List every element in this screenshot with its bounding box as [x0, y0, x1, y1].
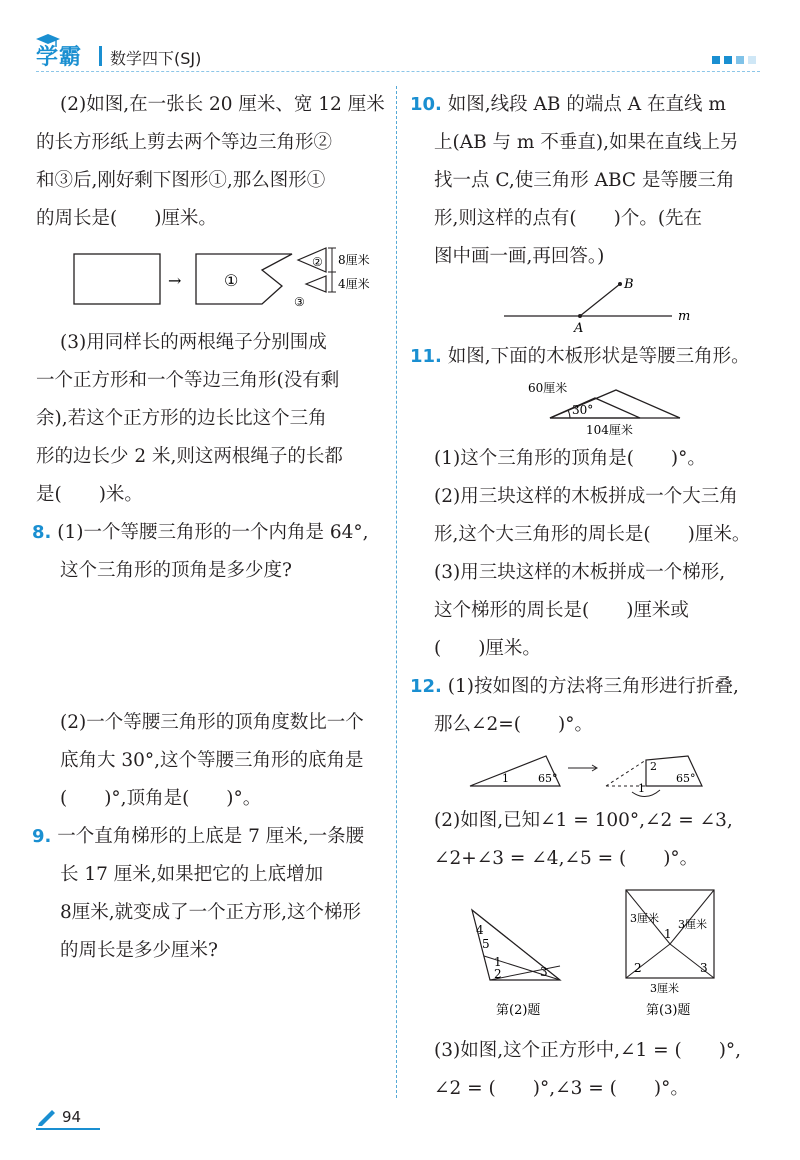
text-line: 底角大 30°,这个等腰三角形的底角是 — [60, 750, 364, 771]
figure-angles-pair — [410, 880, 760, 1030]
text-line — [410, 86, 760, 124]
text-line: 余),若这个正方形的边长比这个三角 — [36, 408, 327, 429]
text-line: (1)这个三角形的顶角是( )°。 — [434, 448, 706, 469]
text-line: (2)用三块这样的木板拼成一个大三角 — [434, 486, 738, 507]
fig2-angle-5: 5 — [482, 937, 490, 951]
caption-figure-2: 第(2)题 — [496, 1003, 541, 1018]
text-span: (1)一个等腰三角形的一个内角是 64°, — [57, 522, 369, 543]
question-number: 12. — [410, 676, 442, 697]
text-span: (1)按如图的方法将三角形进行折叠, — [447, 676, 739, 697]
text-span: 如图,线段 AB 的端点 A 在直线 m — [447, 94, 726, 115]
question-8 — [32, 514, 386, 818]
text-line: 这个三角形的顶角是多少度? — [60, 560, 292, 581]
text-line: 形,这个大三角形的周长是( )厘米。 — [434, 524, 751, 545]
figure-rectangle-cut — [36, 246, 386, 316]
fig-a-angle-1: 1 — [502, 772, 509, 785]
text-line: (3)用同样长的两根绳子分别围成 — [60, 332, 327, 353]
text-line: (3)如图,这个正方形中,∠1 = ( )°, — [434, 1040, 742, 1061]
text-line — [410, 668, 760, 706]
text-line: (3)用三块这样的木板拼成一个梯形, — [434, 562, 726, 583]
fig-b-angle-65: 65° — [676, 772, 696, 785]
page-number: 94 — [62, 1108, 82, 1126]
fig2-angle-2: 2 — [494, 967, 502, 981]
question-9 — [32, 818, 386, 970]
text-line: ∠2+∠3 = ∠4,∠5 = ( )°。 — [434, 848, 699, 869]
header-square — [712, 56, 720, 64]
question-number: 8. — [32, 522, 52, 543]
question-12-part-3 — [410, 1032, 760, 1108]
book-title: 数学四下(SJ) — [110, 49, 202, 68]
dimension-4cm: 4厘米 — [338, 277, 370, 291]
fig2-angle-4: 4 — [476, 923, 484, 937]
fig3-dim-right: 3厘米 — [678, 918, 707, 931]
question-11-subparts — [410, 440, 760, 668]
text-line: 是( )米。 — [36, 484, 143, 505]
brand-logo: 学霸 — [36, 45, 83, 70]
angle-30-label: 30° — [572, 403, 594, 417]
answer-space[interactable] — [36, 590, 386, 704]
text-line — [32, 514, 386, 552]
text-line: 这个梯形的周长是( )厘米或 — [434, 600, 689, 621]
fig3-dim-bottom: 3厘米 — [650, 982, 679, 995]
fig3-dim-left: 3厘米 — [630, 912, 659, 925]
text-line: (2)一个等腰三角形的顶角度数比一个 — [60, 712, 364, 733]
fig3-angle-1: 1 — [664, 927, 672, 941]
fig-b-angle-2: 2 — [650, 760, 657, 773]
text-line: 8厘米,就变成了一个正方形,这个梯形 — [60, 902, 362, 923]
text-line: ∠2 = ( )°,∠3 = ( )°。 — [434, 1078, 689, 1099]
question-7-part-2 — [36, 86, 386, 238]
fig-a-angle-65: 65° — [538, 772, 558, 785]
figure-fold-triangle — [410, 746, 760, 800]
arrow-text: → — [168, 271, 182, 290]
text-line: 一个正方形和一个等边三角形(没有剩 — [36, 370, 340, 391]
logo-divider — [99, 46, 102, 66]
question-10 — [410, 86, 760, 276]
text-line: 和③后,刚好剩下图形①,那么图形① — [36, 170, 326, 191]
point-b-label: B — [624, 277, 634, 292]
text-line: 上(AB 与 m 不垂直),如果在直线上另 — [434, 132, 739, 153]
text-line: ( )°,顶角是( )°。 — [60, 788, 262, 809]
text-span: 如图,下面的木板形状是等腰三角形。 — [447, 346, 750, 367]
text-line: (2)如图,在一张长 20 厘米、宽 12 厘米 — [60, 94, 385, 115]
header-rule — [36, 71, 760, 72]
line-m-label: m — [678, 309, 691, 324]
left-column — [32, 86, 386, 970]
text-line — [32, 818, 386, 856]
question-number: 10. — [410, 94, 442, 115]
question-number: 11. — [410, 346, 442, 367]
text-line: 找一点 C,使三角形 ABC 是等腰三角 — [434, 170, 735, 191]
text-line: 的长方形纸上剪去两个等边三角形② — [36, 132, 333, 153]
text-line: 形,则这样的点有( )个。(先在 — [434, 208, 703, 229]
fig2-angle-1: 1 — [494, 955, 502, 969]
text-line: ( )厘米。 — [434, 638, 541, 659]
text-line: (2)如图,已知∠1 = 100°,∠2 = ∠3, — [434, 810, 733, 831]
figure-segment-line — [410, 276, 760, 338]
shape-label-2: ② — [312, 255, 323, 269]
text-span: 一个直角梯形的上底是 7 厘米,一条腰 — [57, 826, 365, 847]
question-7-part-3 — [36, 324, 386, 514]
text-line: 那么∠2=( )°。 — [434, 714, 593, 735]
fig3-angle-2: 2 — [634, 961, 642, 975]
right-column — [410, 86, 760, 1108]
fig3-angle-3: 3 — [700, 961, 708, 975]
figure-isosceles-board — [410, 376, 760, 440]
side-60cm-label: 60厘米 — [528, 381, 568, 395]
pencil-icon — [36, 1106, 58, 1126]
caption-figure-3: 第(3)题 — [646, 1003, 691, 1018]
column-divider — [396, 86, 397, 1098]
dimension-8cm: 8厘米 — [338, 253, 370, 267]
fig2-angle-3: 3 — [540, 965, 548, 979]
text-line: 长 17 厘米,如果把它的上底增加 — [60, 864, 324, 885]
point-a-label: A — [574, 321, 584, 336]
header-square — [748, 56, 756, 64]
question-11 — [410, 338, 760, 376]
question-12-part-2 — [410, 802, 760, 878]
header-square — [736, 56, 744, 64]
text-line: 图中画一画,再回答。) — [434, 246, 605, 267]
fig-b-angle-1: 1 — [638, 782, 645, 795]
shape-label-1: ① — [224, 271, 239, 290]
page-header — [0, 0, 800, 80]
header-squares — [712, 56, 756, 64]
question-12-part-1 — [410, 668, 760, 744]
header-square — [724, 56, 732, 64]
text-line: 形的边长少 2 米,则这两根绳子的长都 — [36, 446, 343, 467]
text-line — [410, 338, 760, 376]
shape-label-3: ③ — [294, 295, 305, 309]
text-line: 的周长是多少厘米? — [60, 940, 218, 961]
text-line: 的周长是( )厘米。 — [36, 208, 217, 229]
footer-rule — [36, 1128, 100, 1130]
base-104cm-label: 104厘米 — [586, 423, 633, 437]
question-number: 9. — [32, 826, 52, 847]
